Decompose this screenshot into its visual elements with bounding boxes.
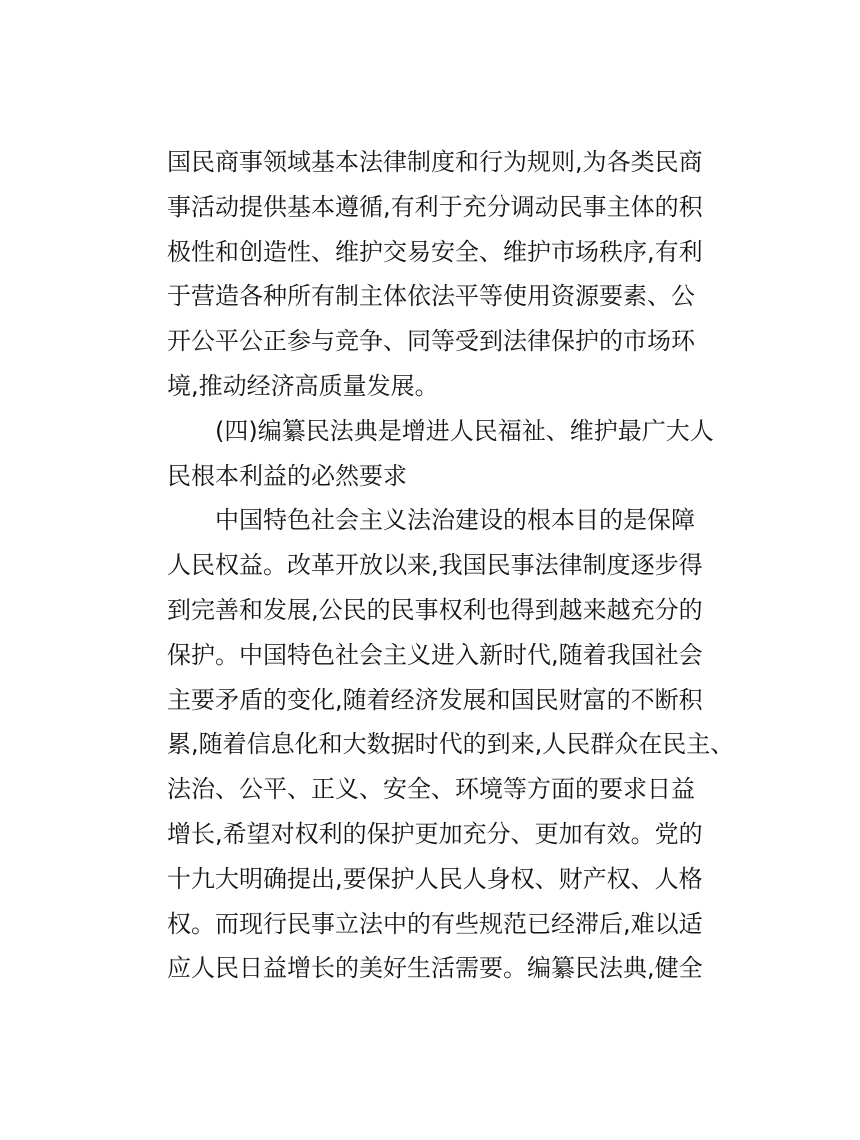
text-line: 国民商事领域基本法律制度和行为规则,为各类民商 xyxy=(167,148,703,176)
text-line: 事活动提供基本遵循,有利于充分调动民事主体的积 xyxy=(167,192,703,221)
text-line: 增长,希望对权利的保护更加充分、更加有效。党的 xyxy=(167,819,703,848)
body-text xyxy=(167,140,735,991)
text-line: 境,推动经济高质量发展。 xyxy=(167,371,439,400)
text-line: 保护。中国特色社会主义进入新时代,随着我国社会 xyxy=(167,640,703,669)
section-heading-line: 民根本利益的必然要求 xyxy=(167,461,407,490)
text-line: 于营造各种所有制主体依法平等使用资源要素、公 xyxy=(167,282,695,311)
text-line: 法治、公平、正义、安全、环境等方面的要求日益 xyxy=(167,775,695,804)
text-line: 到完善和发展,公民的民事权利也得到越来越充分的 xyxy=(167,595,703,624)
paragraph-start-line: 中国特色社会主义法治建设的根本目的是保障 xyxy=(215,506,695,535)
text-line: 十九大明确提出,要保护人民人身权、财产权、人格 xyxy=(167,864,703,893)
section-heading-line: (四)编纂民法典是增进人民福祉、维护最广大人 xyxy=(215,416,714,445)
text-line: 权。而现行民事立法中的有些规范已经滞后,难以适 xyxy=(167,909,703,938)
text-line: 应人民日益增长的美好生活需要。编纂民法典,健全 xyxy=(167,954,703,983)
text-line: 人民权益。改革开放以来,我国民事法律制度逐步得 xyxy=(167,551,703,580)
text-line: 极性和创造性、维护交易安全、维护市场秩序,有利 xyxy=(167,237,703,266)
text-line: 累,随着信息化和大数据时代的到来,人民群众在民主、 xyxy=(167,730,735,759)
text-line: 主要矛盾的变化,随着经济发展和国民财富的不断积 xyxy=(167,685,703,714)
text-line: 开公平公正参与竞争、同等受到法律保护的市场环 xyxy=(167,327,695,356)
